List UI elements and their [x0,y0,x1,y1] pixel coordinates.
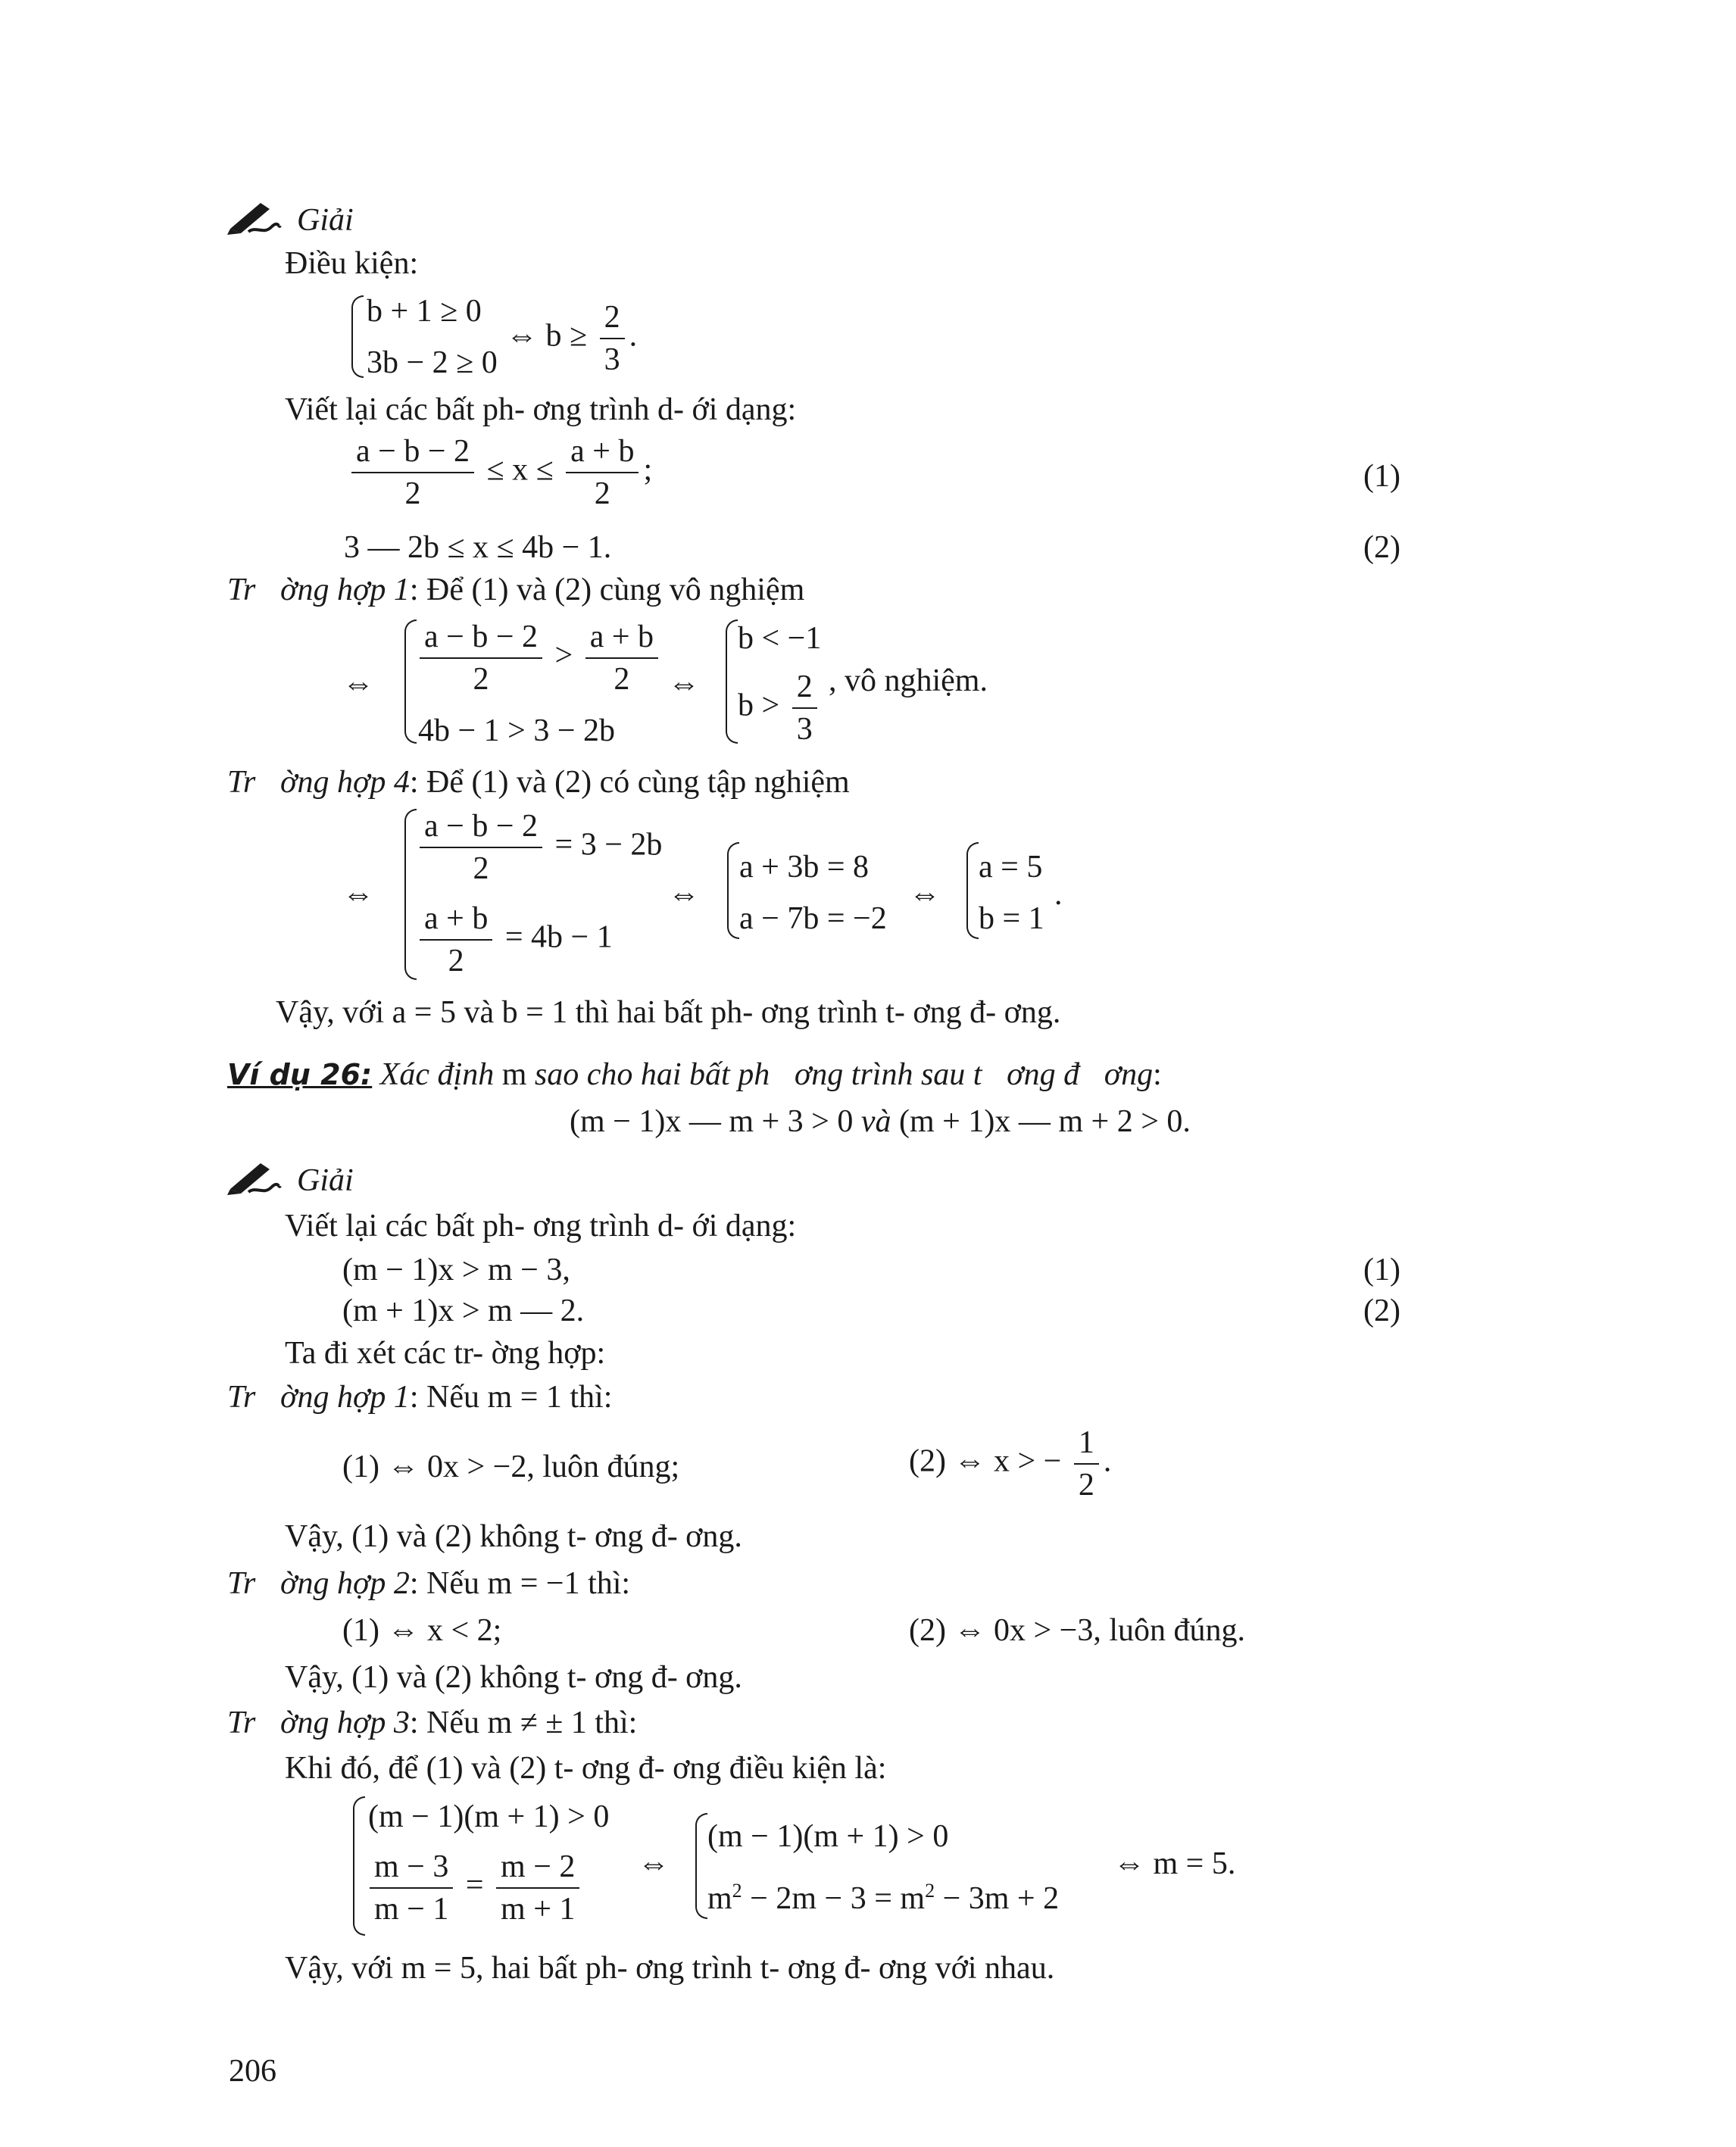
case4-l2-rhs: = 4b − 1 [504,919,613,955]
square-exponent: 2 [925,1880,935,1902]
case3-mid-1: (m − 1)(m + 1) > 0 [707,1819,949,1854]
fraction-den: 2 [404,476,421,511]
inequality-2: 3 — 2b ≤ x ≤ 4b − 1. [344,530,612,565]
example-prompt-m: m [501,1057,527,1092]
solution-heading: Giải [297,1163,354,1198]
case1-left-fraction [420,621,542,695]
case1-tail: , vô nghiệm. [829,663,988,698]
fraction-den: 2 [614,662,630,697]
pencil-writing-icon [226,1159,282,1197]
fraction-num: a + b [566,435,639,473]
fraction-den: m + 1 [501,1892,576,1927]
case3-equals: = [465,1868,484,1903]
case4-line-2 [415,903,613,977]
case3-mid-2 [707,1881,1059,1915]
case-3-heading [227,1707,637,1739]
condition-line-1: b + 1 ≥ 0 [367,294,482,329]
case4-equiv-3: ⇔ [909,877,941,912]
fraction-den: 3 [796,712,813,747]
equation-tag-1: (1) [1363,459,1400,494]
case4-brace-3 [966,842,979,939]
case-2-heading [227,1568,630,1599]
case4-l2-fraction [420,903,492,977]
case1-left: (1) ⇔ 0x > −2, luôn đúng; [342,1450,680,1484]
fraction-num: a − b − 2 [351,435,474,473]
equation-2: (m + 1)x > m — 2. [342,1294,585,1328]
inequality-1 [347,435,652,510]
fraction-num: a − b − 2 [420,621,542,659]
ineq1-right-fraction [566,435,639,510]
case3-line-1: (m − 1)(m + 1) > 0 [368,1799,610,1834]
case1-result-1: b < −1 [738,621,822,656]
fraction-2-3 [600,301,625,376]
fraction-num: 1 [1074,1427,1099,1465]
case-1-heading [227,574,804,606]
case3-brace-1 [353,1796,365,1936]
pencil-writing-icon [226,198,282,236]
case-text: : Để (1) và (2) cùng vô nghiệm [409,573,805,607]
fraction-num: 2 [600,301,625,339]
case3-fraction-1 [370,1851,453,1925]
condition-brace [351,295,364,378]
case1-right-fraction [1074,1427,1099,1501]
case4-equiv: ⇔ [342,877,374,912]
case1-result-2 [738,671,822,745]
solution1-conclusion: Vậy, với a = 5 và b = 1 thì hai bất ph- ơng trình t- ơng đ- ơng. [276,995,1061,1030]
case-label: Tr ờng hợp 2 [227,1566,410,1601]
page-number: 206 [229,2054,276,2089]
case4-line-1 [415,810,662,885]
example-ineq-va: và [860,1104,891,1139]
case-text: : Để (1) và (2) có cùng tập nghiệm [409,765,850,800]
case4-l1-fraction [420,810,542,885]
case1-line-2: 4b − 1 > 3 − 2b [418,713,616,748]
fraction-den: 3 [604,342,620,377]
case2-right: (2) ⇔ 0x > −3, luôn đúng. [909,1613,1246,1648]
condition-line-2: 3b − 2 ≥ 0 [367,345,498,380]
case-text: : Nếu m ≠ ± 1 thì: [409,1705,638,1740]
equation-tag-2: (2) [1363,1294,1400,1328]
fraction-den: 2 [448,944,464,978]
case1-conclusion: Vậy, (1) và (2) không t- ơng đ- ơng. [285,1519,742,1554]
case3-line-2 [365,1851,584,1925]
example-ineq-a: (m − 1)x — m + 3 > 0 [570,1104,861,1139]
case1-line-1 [415,621,663,695]
case4-brace-2 [727,842,739,939]
square-exponent: 2 [732,1880,742,1902]
case4-l1-rhs: = 3 − 2b [554,827,663,863]
case4-result-1: a = 5 [979,850,1043,885]
example-26-prompt [227,1059,1162,1091]
rewrite-label: Viết lại các bất ph- ơng trình d- ới dạng: [285,1209,797,1244]
fraction-num: a + b [585,621,658,659]
example-prompt-colon: : [1153,1057,1162,1092]
case3-fraction-2 [496,1851,579,1925]
case3-intro: Khi đó, để (1) và (2) t- ơng đ- ơng điều kiện là: [285,1751,887,1786]
example-26-inequalities [570,1106,1191,1137]
fraction-den: m − 1 [374,1892,449,1927]
case1-right-text: (2) ⇔ x > − [909,1443,1062,1479]
fraction-num: 2 [792,671,817,709]
case1-dot: . [1103,1443,1112,1479]
case1-r2-fraction [792,671,817,745]
fraction-den: 2 [473,662,489,697]
ineq1-end: ; [643,452,653,488]
case1-op: > [554,638,573,673]
equation-tag-2: (2) [1363,530,1400,565]
case2-left: (1) ⇔ x < 2; [342,1613,502,1648]
case-label: Tr ờng hợp 4 [227,765,410,800]
case3-brace-2 [695,1813,707,1919]
fraction-num: a − b − 2 [420,810,542,848]
case1-equiv: ⇔ [342,666,374,701]
rewrite-label: Viết lại các bất ph- ơng trình d- ới dạng: [285,392,797,427]
case1-right [909,1427,1111,1501]
equation-1: (m − 1)x > m − 3, [342,1253,570,1287]
case3-t2a: m [707,1881,732,1916]
case2-conclusion: Vậy, (1) và (2) không t- ơng đ- ơng. [285,1660,742,1695]
case4-dot: . [1054,877,1063,912]
fraction-num: a + b [420,903,492,941]
fraction-den: 2 [594,476,610,511]
condition-result: ⇔ b ≥ $\frac{2}{3}$ . [506,300,638,377]
case3-equiv: ⇔ [638,1846,670,1881]
solution-heading: Giải [297,203,354,238]
case-text: : Nếu m = 1 thì: [409,1380,613,1415]
case1-brace-2 [726,619,738,744]
example-prompt-b: sao cho hai bất ph ơng trình sau t ơng đ ơng [526,1057,1154,1092]
case4-result-2: b = 1 [979,901,1044,936]
fraction-den: 2 [473,851,489,886]
condition-label: Điều kiện: [285,246,419,281]
case1-right-fraction [585,621,658,695]
example-prompt-a: Xác định [372,1057,502,1092]
equation-tag-1: (1) [1363,1253,1400,1287]
fraction-num: m − 2 [496,1851,579,1889]
case3-result: ⇔ m = 5. [1113,1846,1236,1881]
condition-result-text: ⇔ b ≥ [506,318,588,354]
case-label: Tr ờng hợp 3 [227,1705,410,1740]
case4-equiv-2: ⇔ [668,877,700,912]
example-label: Ví dụ 26: [227,1058,373,1091]
case1-r2-text: b > [738,688,780,723]
case3-t2b: − 2m − 3 = m [742,1881,926,1916]
example-ineq-b: (m + 1)x — m + 2 > 0. [891,1104,1191,1139]
case-label: Tr ờng hợp 1 [227,1380,410,1415]
case-1-heading [227,1381,612,1413]
case-4-heading [227,766,850,798]
case-text: : Nếu m = −1 thì: [409,1566,631,1601]
ineq1-mid: ≤ x ≤ [486,452,554,488]
fraction-num: m − 3 [370,1851,453,1889]
case4-mid-2: a − 7b = −2 [739,901,887,936]
case-label: Tr ờng hợp 1 [227,573,410,607]
solution2-conclusion: Vậy, với m = 5, hai bất ph- ơng trình t- ơng đ- ơng với nhau. [285,1951,1055,1986]
ineq1-left-fraction [351,435,474,510]
case1-equiv-2: ⇔ [668,666,700,701]
consider-cases: Ta đi xét các tr- ờng hợp: [285,1336,606,1371]
fraction-den: 2 [1078,1468,1094,1503]
case4-mid-1: a + 3b = 8 [739,850,870,885]
case3-t2c: − 3m + 2 [935,1881,1060,1916]
